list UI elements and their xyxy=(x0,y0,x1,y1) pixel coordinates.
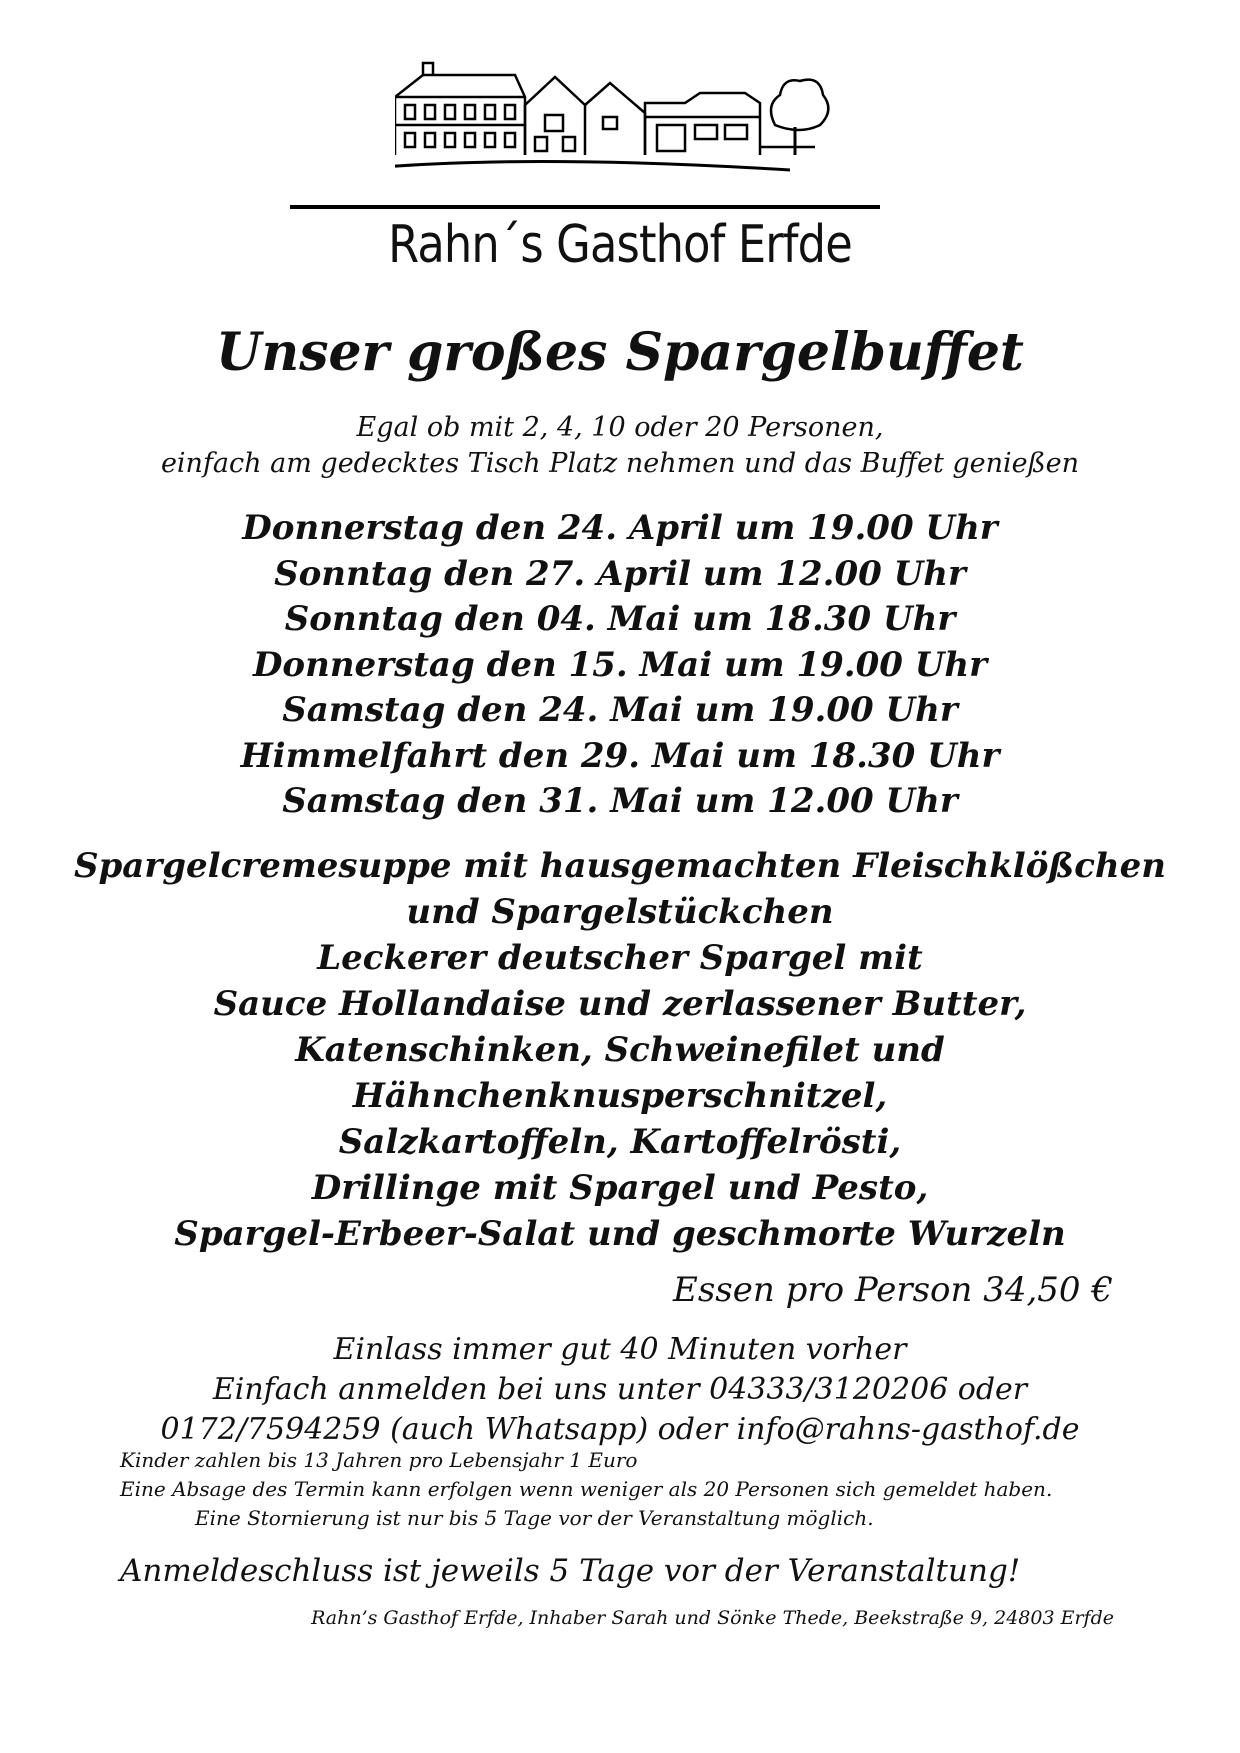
footer-address: Rahn’s Gasthof Erfde, Inhaber Sarah und Sönke Thede, Beekstraße 9, 24803 Erfde xyxy=(311,1607,1114,1629)
entry-time: Einlass immer gut 40 Minuten vorher xyxy=(333,1332,907,1367)
intro-line: einfach am gedecktes Tisch Platz nehmen und das Buffet genießen xyxy=(160,448,1080,479)
brand-name: Rahn´s Gasthof Erfde xyxy=(388,215,852,275)
menu-line: Sauce Hollandaise und zerlassener Butter, xyxy=(213,984,1027,1024)
logo-divider xyxy=(290,205,880,209)
gasthof-building-illustration xyxy=(395,55,855,183)
logo xyxy=(0,0,1240,300)
event-date: Samstag den 24. Mai um 19.00 Uhr xyxy=(282,690,958,730)
menu-line: Hähnchenknusperschnitzel, xyxy=(352,1076,888,1116)
booking-contact: 0172/7594259 (auch Whatsapp) oder info@rahns-gasthof.de xyxy=(160,1412,1080,1447)
event-date: Donnerstag den 24. April um 19.00 Uhr xyxy=(242,508,998,548)
intro-line: Egal ob mit 2, 4, 10 oder 20 Personen, xyxy=(356,412,884,443)
event-date: Sonntag den 27. April um 12.00 Uhr xyxy=(274,553,966,594)
event-date: Sonntag den 04. Mai um 18.30 Uhr xyxy=(284,599,956,639)
menu-line: Katenschinken, Schweinefilet und xyxy=(295,1030,945,1070)
intro-text xyxy=(0,410,1240,482)
booking-info xyxy=(0,1330,1240,1450)
registration-deadline: Anmeldeschluss ist jeweils 5 Tage vor der Veranstaltung! xyxy=(120,1553,1021,1589)
menu-list xyxy=(0,843,1240,1257)
menu-line: Salzkartoffeln, Kartoffelrösti, xyxy=(338,1122,902,1162)
event-date: Samstag den 31. Mai um 12.00 Uhr xyxy=(282,781,958,821)
storno-note: Eine Stornierung ist nur bis 5 Tage vor der Veranstaltung möglich. xyxy=(195,1506,874,1530)
menu-line: Spargel-Erbeer-Salat und geschmorte Wurzeln xyxy=(174,1214,1066,1254)
event-date: Donnerstag den 15. Mai um 19.00 Uhr xyxy=(252,644,988,685)
booking-phone: Einfach anmelden bei uns unter 04333/3120206 oder xyxy=(212,1372,1028,1407)
children-price-note: Kinder zahlen bis 13 Jahren pro Lebensjahr 1 Euro xyxy=(120,1448,638,1472)
menu-line: Spargelcremesuppe mit hausgemachten Fleischklößchen xyxy=(73,846,1167,886)
price-per-person: Essen pro Person 34,50 € xyxy=(673,1270,1113,1310)
event-date: Himmelfahrt den 29. Mai um 18.30 Uhr xyxy=(240,735,1000,776)
menu-line: Drillinge mit Spargel und Pesto, xyxy=(311,1168,929,1208)
menu-line: Leckerer deutscher Spargel mit xyxy=(317,938,923,978)
cancellation-note: Eine Absage des Termin kann erfolgen wenn weniger als 20 Personen sich gemeldet haben. xyxy=(120,1477,1053,1501)
page-title: Unser großes Spargelbuffet xyxy=(216,322,1024,383)
event-dates xyxy=(0,506,1240,825)
menu-line: und Spargelstückchen xyxy=(406,892,834,932)
